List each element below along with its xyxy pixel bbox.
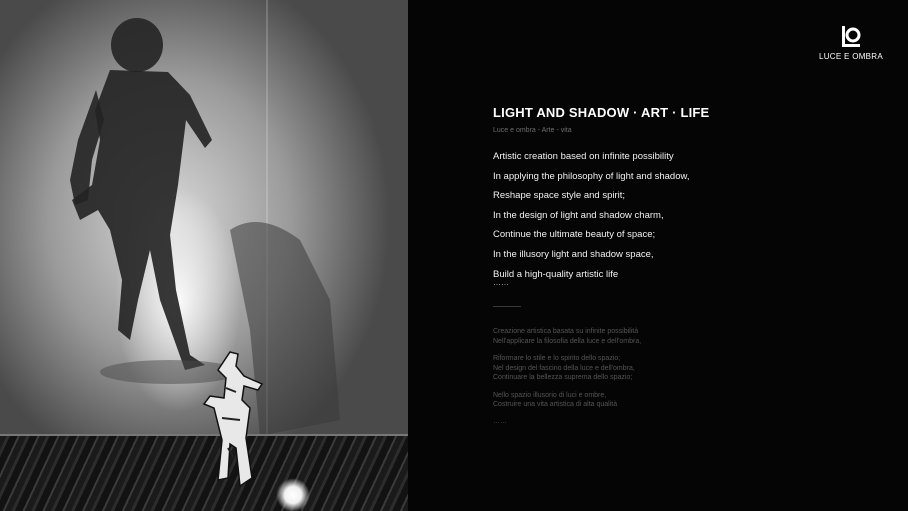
statue-shadow-photo — [0, 0, 408, 511]
italian-line: Nel design del fascino della luce e dell'ombra, — [493, 364, 635, 372]
italian-paragraph — [493, 391, 873, 410]
floor-lamp-glow — [276, 478, 310, 511]
italian-ellipsis: …… — [493, 417, 507, 425]
italian-line: Continuare la bellezza suprema dello spazio; — [493, 374, 633, 382]
italian-paragraph — [493, 354, 873, 383]
english-line: In the illusory light and shadow space, — [493, 248, 654, 260]
english-line: Artistic creation based on infinite possibility — [493, 151, 674, 162]
lo-monogram-icon — [840, 26, 862, 48]
italian-line: Nell'applicare la filosofia della luce e dell'ombra, — [493, 337, 642, 345]
english-line: In applying the philosophy of light and shadow, — [493, 170, 690, 182]
italian-line: Riformare lo stile e lo spirito dello spazio; — [493, 355, 621, 363]
italian-line: Creazione artistica basata su infinite possibilità — [493, 328, 639, 336]
english-text — [493, 147, 873, 286]
english-line: Build a high-quality artistic life — [493, 268, 619, 280]
italian-line: Costruire una vita artistica di alta qualità — [493, 401, 618, 409]
content-panel — [493, 105, 873, 426]
brand-name: LUCE E OMBRA — [818, 52, 884, 61]
italian-paragraph — [493, 327, 873, 346]
english-ellipsis: …… — [493, 278, 509, 288]
english-line: Continue the ultimate beauty of space; — [493, 229, 656, 241]
page-subtitle: Luce e ombra - Arte - vita — [493, 127, 572, 134]
italian-line: Nello spazio illusorio di luci e ombre, — [493, 391, 607, 399]
divider — [493, 306, 521, 307]
small-statue — [200, 348, 270, 488]
brand-logo[interactable] — [818, 26, 884, 61]
italian-text — [493, 327, 873, 426]
english-line: In the design of light and shadow charm, — [493, 209, 664, 221]
page-title: LIGHT AND SHADOW · ART · LIFE — [493, 105, 710, 120]
english-line: Reshape space style and spirit; — [493, 190, 626, 202]
